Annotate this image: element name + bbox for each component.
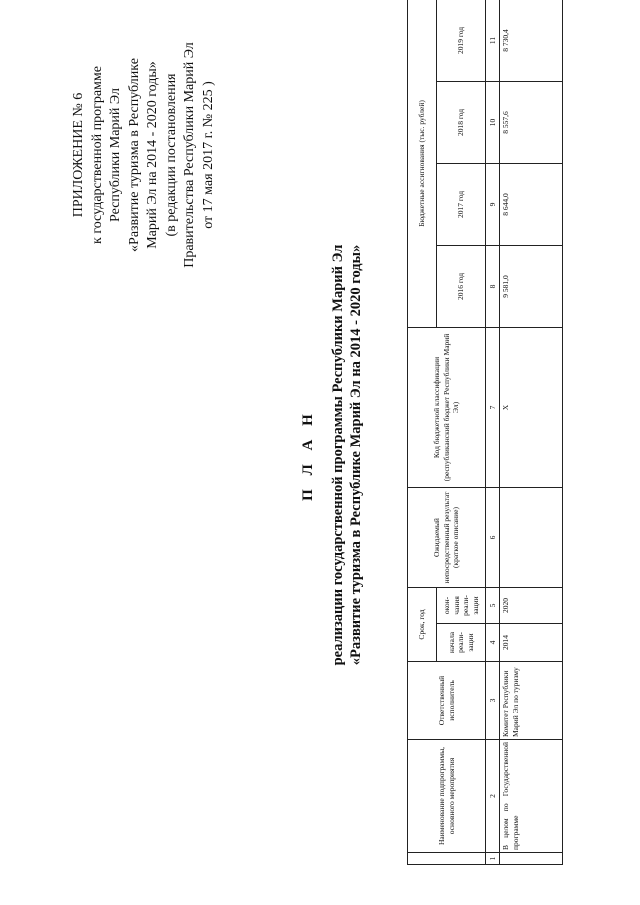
annex-line: от 17 мая 2017 г. № 225 )	[200, 81, 216, 229]
plan-table	[407, 0, 563, 865]
plan-heading: П Л А Н	[300, 409, 316, 501]
col-number: 6	[486, 487, 500, 587]
header-result: Ожидаемый непосредственный результат (краткое описание)	[408, 487, 486, 587]
cell-start-year: 2014	[500, 624, 563, 662]
header-year-2017: 2017 год	[437, 163, 486, 245]
annex-line: Республики Марий Эл	[108, 88, 123, 222]
header-term-start: начала реали- зации	[437, 624, 486, 662]
title-block	[300, 135, 365, 775]
cell-name: В целом по Государственной программе	[500, 740, 563, 853]
header-code: Код бюджетной классификации (республиканский бюджет Республики Марий Эл)	[408, 327, 486, 487]
header-term-end: окон- чания реали- зации	[437, 587, 486, 623]
cell-executor: Комитет Республики Марий Эл по туризму	[500, 662, 563, 740]
cell-code: Х	[500, 327, 563, 487]
annex-line: ПРИЛОЖЕНИЕ № 6	[71, 92, 86, 218]
cell-2019: 8 730,4	[500, 0, 563, 81]
col-number: 4	[486, 624, 500, 662]
cell-end-year: 2020	[500, 587, 563, 623]
header-year-2019: 2019 год	[437, 0, 486, 81]
header-budget: Бюджетные ассигнования (тыс. рублей)	[408, 0, 437, 327]
col-number: 7	[486, 327, 500, 487]
header-executor: Ответственный исполнитель	[408, 662, 486, 740]
col-number: 11	[486, 0, 500, 81]
header-name: Наименование подпрограммы, основного мероприятия	[408, 740, 486, 853]
col-number: 5	[486, 587, 500, 623]
col-number: 1	[486, 853, 500, 865]
header-col-number	[408, 853, 486, 865]
col-number: 10	[486, 81, 500, 163]
table-row	[500, 0, 563, 865]
cell-2017: 8 644,0	[500, 163, 563, 245]
col-number: 3	[486, 662, 500, 740]
header-term: Срок, год	[408, 587, 437, 661]
header-year-2018: 2018 год	[437, 81, 486, 163]
cell-index	[500, 853, 563, 865]
col-number: 2	[486, 740, 500, 853]
title-line-2: «Развитие туризма в Республике Марий Эл на 2014 - 2020 годы»	[348, 244, 364, 666]
col-number: 9	[486, 163, 500, 245]
annex-line: к государственной программе	[89, 66, 105, 244]
annex-line: «Развитие туризма в Республике	[126, 58, 142, 252]
col-number: 8	[486, 245, 500, 327]
annex-line: Правительства Республики Марий Эл	[182, 42, 197, 268]
cell-2016: 9 581,0	[500, 245, 563, 327]
title-line-1: реализации государственной программы Республики Марий Эл	[330, 244, 346, 666]
annex-block	[70, 25, 218, 285]
cell-result	[500, 487, 563, 587]
annex-line: Марий Эл на 2014 - 2020 годы»	[145, 61, 160, 249]
annex-line: (в редакции постановления	[163, 73, 179, 237]
cell-2018: 8 557,6	[500, 81, 563, 163]
header-year-2016: 2016 год	[437, 245, 486, 327]
